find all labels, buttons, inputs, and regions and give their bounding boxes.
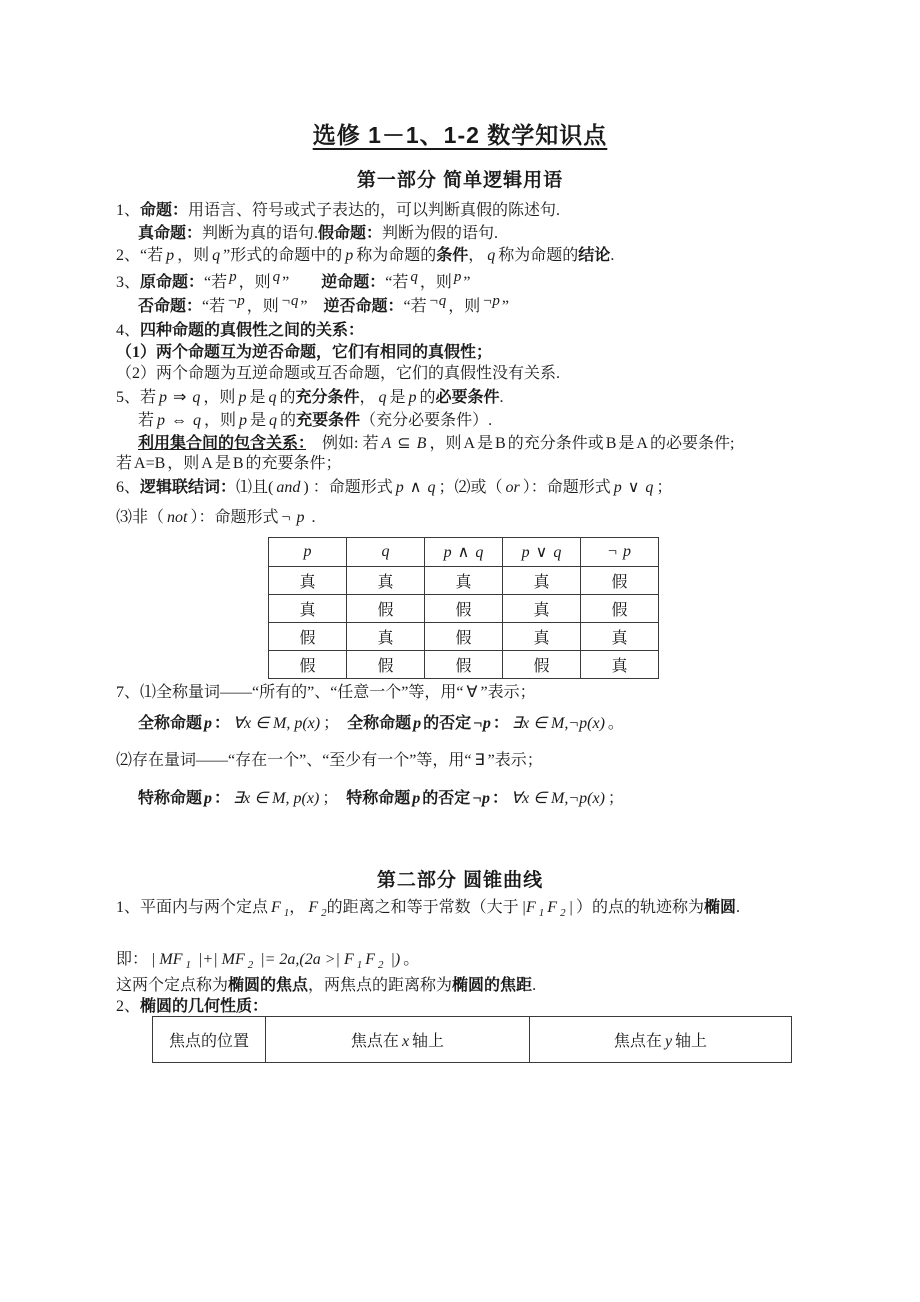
text-segment: 的距离之和等于常数（大于 xyxy=(326,899,519,916)
text-segment: 椭圆的几何性质： xyxy=(140,998,269,1015)
text-segment: 5、若 xyxy=(116,389,157,406)
text-segment: 结论 xyxy=(578,247,611,264)
text-segment: 逆命题： xyxy=(321,274,386,291)
text-segment: ∧ xyxy=(409,479,422,496)
truth-table-header-cell xyxy=(503,538,581,567)
text-segment: 原命题： xyxy=(140,274,205,291)
text-segment: 充要条件 xyxy=(296,412,361,429)
text-line xyxy=(116,244,614,267)
text-segment: 的否定 xyxy=(423,715,472,732)
text-segment: p xyxy=(453,269,462,285)
text-segment: p xyxy=(229,269,237,285)
text-segment: 命题： xyxy=(140,202,189,219)
text-line xyxy=(116,974,536,997)
text-segment: 判断为假的语句. xyxy=(382,225,499,242)
text-segment: ¬ xyxy=(607,543,618,560)
text-segment: 轴上 xyxy=(675,1033,708,1050)
text-segment: ⊆ xyxy=(397,435,411,452)
text-segment: （充分必要条件）. xyxy=(360,412,493,429)
text-segment: 逆否命题： xyxy=(323,298,404,315)
text-segment: ： xyxy=(214,790,231,807)
text-segment: 是 xyxy=(389,389,406,406)
text-segment: ； xyxy=(323,715,348,732)
text-segment: 利用集合间的包含关系： xyxy=(138,435,307,452)
text-segment: ， xyxy=(359,389,376,406)
text-segment: 1、 xyxy=(116,202,141,219)
text-line xyxy=(116,476,672,499)
text-segment: ∃x ∈ M,¬p(x) xyxy=(511,715,605,732)
text-line xyxy=(116,681,536,704)
text-segment: 1 xyxy=(185,959,192,971)
text-segment: p xyxy=(296,509,305,526)
text-segment: 特称命题 xyxy=(138,790,203,807)
text-segment: ）：命题形式 xyxy=(522,479,611,496)
text-line xyxy=(116,386,504,409)
truth-table-cell: 真 xyxy=(347,567,425,595)
text-segment: ）：命题形式 xyxy=(190,509,279,526)
text-segment: 的 xyxy=(280,412,297,429)
text-segment: q xyxy=(553,544,562,561)
truth-table-header-cell xyxy=(269,538,347,567)
text-segment: ” xyxy=(463,274,471,291)
text-segment: ”形式的命题中的 xyxy=(223,247,343,264)
truth-table-cell: 真 xyxy=(425,567,503,595)
text-segment: 焦点在 xyxy=(350,1033,399,1050)
text-segment: ； xyxy=(322,790,347,807)
text-segment: p xyxy=(443,544,452,561)
text-segment: p xyxy=(413,715,422,732)
text-segment: ，则 xyxy=(177,247,210,264)
geometry-table-cell xyxy=(530,1017,792,1063)
text-segment: ” xyxy=(282,274,322,291)
text-segment: 的充分条件或 xyxy=(507,435,604,452)
text-segment: 6、 xyxy=(116,479,141,496)
text-segment: p xyxy=(613,479,622,496)
text-segment: ∃x ∈ M, p(x) xyxy=(233,790,320,807)
text-segment: 2 xyxy=(247,959,254,971)
text-segment: |F xyxy=(521,899,536,916)
text-segment: 1 xyxy=(538,907,545,919)
text-segment: p xyxy=(166,247,175,264)
truth-table-header-cell xyxy=(347,538,425,567)
text-segment: ¬q xyxy=(280,293,299,309)
text-segment: 2、 xyxy=(116,998,141,1015)
text-segment: ）的点的轨迹称为 xyxy=(575,899,704,916)
text-segment: q xyxy=(193,412,202,429)
text-segment: ¬p xyxy=(227,293,245,309)
text-segment: “若 xyxy=(202,298,226,315)
page-title: 选修 1－1、1-2 数学知识点 xyxy=(312,122,608,148)
text-segment: 椭圆的焦点 xyxy=(228,977,309,994)
text-segment: q xyxy=(410,269,418,285)
truth-table-cell: 真 xyxy=(581,651,659,679)
text-segment: ¬p xyxy=(482,293,500,309)
text-segment: 。 xyxy=(607,715,624,732)
text-segment: p xyxy=(303,543,312,560)
text-segment: 若 xyxy=(116,455,133,472)
text-segment: 称为命题的 xyxy=(356,247,437,264)
text-segment: 条件 xyxy=(436,247,469,264)
text-line xyxy=(116,506,316,529)
text-segment: ， xyxy=(289,899,306,916)
text-segment: q xyxy=(212,247,221,264)
text-segment: ， xyxy=(468,247,485,264)
text-segment: 是 xyxy=(249,389,266,406)
text-segment: ，则 xyxy=(448,298,481,315)
text-segment: x xyxy=(401,1033,410,1050)
text-segment: B xyxy=(605,435,617,452)
text-segment: B xyxy=(416,435,427,452)
text-segment: ¬p xyxy=(473,715,491,732)
text-segment: ”表示； xyxy=(480,684,536,701)
truth-table-header-cell xyxy=(425,538,503,567)
text-segment: q xyxy=(645,479,654,496)
text-segment: 轴上 xyxy=(412,1033,445,1050)
text-segment: ，则 xyxy=(203,389,236,406)
text-segment: ； xyxy=(656,479,673,496)
text-segment: and xyxy=(276,479,301,496)
text-segment: 7、⑴全称量词——“所有的”、“任意一个”等，用“ xyxy=(116,684,464,701)
text-segment: 真命题： xyxy=(138,225,203,242)
text-line xyxy=(116,948,419,977)
text-segment: q xyxy=(268,389,277,406)
text-segment: ⑵存在量词——“存在一个”、“至少有一个”等，用“ xyxy=(116,752,472,769)
part2-heading: 第二部分 圆锥曲线 xyxy=(376,870,544,891)
text-segment: ⇒ xyxy=(173,389,187,406)
text-segment: |) xyxy=(386,951,401,968)
text-segment: 假命题： xyxy=(318,225,383,242)
text-segment: ；⑵或（ xyxy=(438,479,503,496)
text-segment: ，则 xyxy=(204,412,237,429)
text-segment: 四种命题的真假性之间的关系： xyxy=(140,322,365,339)
text-segment: ∃ xyxy=(474,752,485,769)
text-segment: q xyxy=(487,247,496,264)
text-segment: 的必要条件; xyxy=(649,435,735,452)
text-segment: 椭圆的焦距 xyxy=(452,977,533,994)
text-segment: . xyxy=(736,899,740,916)
text-segment: 即： xyxy=(116,951,149,968)
text-segment: ) ：命题形式 xyxy=(303,479,393,496)
text-segment: ∨ xyxy=(627,479,640,496)
text-segment: “若 xyxy=(385,274,409,291)
text-segment: 是 xyxy=(250,412,267,429)
text-segment: 2 xyxy=(378,959,384,971)
geometry-table xyxy=(152,1016,792,1063)
geometry-table-cell xyxy=(266,1017,530,1063)
text-segment: p xyxy=(159,389,168,406)
text-segment: ⇔ xyxy=(171,412,188,429)
text-segment: 全称命题 xyxy=(138,715,203,732)
text-line xyxy=(116,452,342,475)
text-line xyxy=(138,787,624,810)
text-segment: ∀x ∈ M,¬p(x) xyxy=(511,790,605,807)
text-segment: 特称命题 xyxy=(346,790,411,807)
text-segment: 2、“若 xyxy=(116,247,164,264)
text-segment: 判断为真的语句. xyxy=(202,225,319,242)
text-segment: ，则 xyxy=(238,274,271,291)
text-segment: F xyxy=(271,899,281,916)
text-segment: ： xyxy=(492,790,509,807)
text-segment: 是 xyxy=(214,455,231,472)
text-segment: ： xyxy=(214,715,231,732)
text-segment: 充分条件 xyxy=(295,389,360,406)
truth-table-cell: 真 xyxy=(269,567,347,595)
text-segment: p xyxy=(239,412,248,429)
text-segment: 的 xyxy=(419,389,436,406)
text-segment: ，两焦点的距离称为 xyxy=(308,977,453,994)
truth-table-cell: 假 xyxy=(347,651,425,679)
text-segment: q xyxy=(427,479,436,496)
text-segment: F xyxy=(365,951,375,968)
text-segment: ，则 xyxy=(167,455,200,472)
text-segment: “若 xyxy=(403,298,427,315)
text-segment: ¬q xyxy=(428,293,447,309)
text-segment: ⑶非（ xyxy=(116,509,165,526)
truth-table-cell: 真 xyxy=(503,595,581,623)
text-segment: . xyxy=(610,247,615,264)
truth-table-cell: 假 xyxy=(581,595,659,623)
text-segment: p xyxy=(238,389,247,406)
part1-heading: 第一部分 简单逻辑用语 xyxy=(356,170,564,191)
text-segment: p xyxy=(521,544,530,561)
text-segment: A=B xyxy=(134,455,166,472)
text-segment: 的 xyxy=(279,389,296,406)
text-segment: 焦点的位置 xyxy=(168,1033,249,1050)
text-segment: | MF xyxy=(151,951,183,968)
text-segment: ，则 xyxy=(429,435,462,452)
text-segment: |= 2a,(2a >| F xyxy=(256,951,354,968)
text-segment: ∧ xyxy=(457,544,470,561)
text-segment: 称为命题的 xyxy=(498,247,579,264)
text-segment: 焦点在 xyxy=(613,1033,662,1050)
text-segment: ”表示； xyxy=(487,752,543,769)
text-segment: ∨ xyxy=(535,544,548,561)
text-segment: ∀ xyxy=(466,684,478,701)
text-segment: ，则 xyxy=(419,274,452,291)
text-line xyxy=(116,749,543,772)
text-segment: ” xyxy=(501,298,509,315)
text-line xyxy=(138,295,509,319)
text-segment: q xyxy=(381,543,390,560)
text-segment: . xyxy=(532,977,537,994)
text-segment: p xyxy=(623,543,632,560)
text-segment: |+| MF xyxy=(194,951,245,968)
text-segment: p xyxy=(345,247,354,264)
text-segment: ¬ xyxy=(281,509,291,526)
truth-table-row xyxy=(269,651,659,679)
text-line xyxy=(116,362,560,385)
paragraph xyxy=(116,893,813,928)
text-segment: not xyxy=(167,509,188,526)
text-segment: p xyxy=(204,715,213,732)
text-segment: y xyxy=(664,1033,673,1050)
text-line xyxy=(138,222,498,245)
truth-table xyxy=(268,537,659,679)
text-segment: 的充要条件； xyxy=(245,455,342,472)
truth-table-cell: 假 xyxy=(269,651,347,679)
text-segment: ⑴且( xyxy=(236,479,274,496)
text-segment: q xyxy=(272,269,281,285)
text-segment: | xyxy=(568,899,573,916)
text-segment: “若 xyxy=(204,274,228,291)
geometry-table-cell xyxy=(153,1017,266,1063)
text-segment: 全称命题 xyxy=(347,715,412,732)
text-segment: . xyxy=(307,509,316,526)
text-segment: 1、平面内与两个定点 xyxy=(116,899,269,916)
text-segment: 用语言、符号或式子表达的，可以判断真假的陈述句. xyxy=(188,202,561,219)
text-segment: 2 xyxy=(321,907,327,919)
text-segment: 是 xyxy=(477,435,494,452)
text-segment: （1）两个命题互为逆否命题，它们有相同的真假性； xyxy=(116,344,493,361)
text-line xyxy=(116,341,492,364)
text-segment: 。 xyxy=(403,951,420,968)
text-line xyxy=(138,712,624,735)
text-segment: 若 xyxy=(138,412,155,429)
text-segment: q xyxy=(378,389,387,406)
text-segment: . xyxy=(499,389,504,406)
text-segment: p xyxy=(412,790,421,807)
text-segment: 1 xyxy=(283,907,290,919)
text-segment: q xyxy=(269,412,278,429)
truth-table-cell: 真 xyxy=(581,623,659,651)
truth-table-cell: 假 xyxy=(581,567,659,595)
text-segment: q xyxy=(475,544,484,561)
text-line xyxy=(116,995,268,1018)
text-segment: ； xyxy=(607,790,624,807)
text-segment: 否命题： xyxy=(138,298,203,315)
truth-table-row xyxy=(269,567,659,595)
text-segment: ∀x ∈ M, p(x) xyxy=(233,715,321,732)
text-segment: p xyxy=(157,412,166,429)
truth-table-row xyxy=(269,595,659,623)
text-segment: A xyxy=(201,455,213,472)
truth-table-header-row xyxy=(269,538,659,567)
truth-table-row xyxy=(269,623,659,651)
truth-table-cell: 真 xyxy=(503,623,581,651)
text-segment: 是 xyxy=(618,435,635,452)
truth-table-cell: 假 xyxy=(269,623,347,651)
text-segment: F xyxy=(547,899,558,916)
text-segment: B xyxy=(232,455,244,472)
truth-table-cell: 假 xyxy=(425,595,503,623)
truth-table-cell: 假 xyxy=(425,651,503,679)
text-segment: A xyxy=(381,435,392,452)
text-segment: 逻辑联结词： xyxy=(140,479,237,496)
text-segment: ： xyxy=(492,715,509,732)
truth-table-cell: 假 xyxy=(347,595,425,623)
text-segment: p xyxy=(408,389,417,406)
text-segment: 4、 xyxy=(116,322,141,339)
text-segment: （2）两个命题为互逆命题或互否命题，它们的真假性没有关系. xyxy=(116,365,561,382)
text-segment: 1 xyxy=(356,959,363,971)
text-segment: 例如: 若 xyxy=(306,435,379,452)
truth-table-cell: 假 xyxy=(503,651,581,679)
truth-table-cell: 假 xyxy=(425,623,503,651)
text-line xyxy=(116,319,364,342)
text-segment: 的否定 xyxy=(422,790,471,807)
truth-table-header-cell xyxy=(581,538,659,567)
text-segment: 2 xyxy=(560,907,566,919)
text-segment: 这两个定点称为 xyxy=(116,977,229,994)
text-segment: ” xyxy=(300,298,324,315)
text-segment: ，则 xyxy=(246,298,279,315)
text-segment: A xyxy=(636,435,648,452)
text-segment: ¬p xyxy=(472,790,491,807)
text-segment: 3、 xyxy=(116,274,141,291)
text-segment: p xyxy=(395,479,404,496)
text-segment: B xyxy=(495,435,506,452)
geometry-table-row xyxy=(153,1017,792,1063)
text-segment: F xyxy=(308,899,319,916)
text-segment: A xyxy=(463,435,476,452)
text-line xyxy=(138,409,492,432)
text-segment: 必要条件 xyxy=(435,389,500,406)
text-segment: q xyxy=(192,389,201,406)
text-segment: p xyxy=(204,790,213,807)
truth-table-cell: 真 xyxy=(269,595,347,623)
text-segment: 椭圆 xyxy=(703,899,736,916)
truth-table-cell: 真 xyxy=(503,567,581,595)
truth-table-cell: 真 xyxy=(347,623,425,651)
text-line xyxy=(116,199,560,222)
text-segment: or xyxy=(505,479,520,496)
